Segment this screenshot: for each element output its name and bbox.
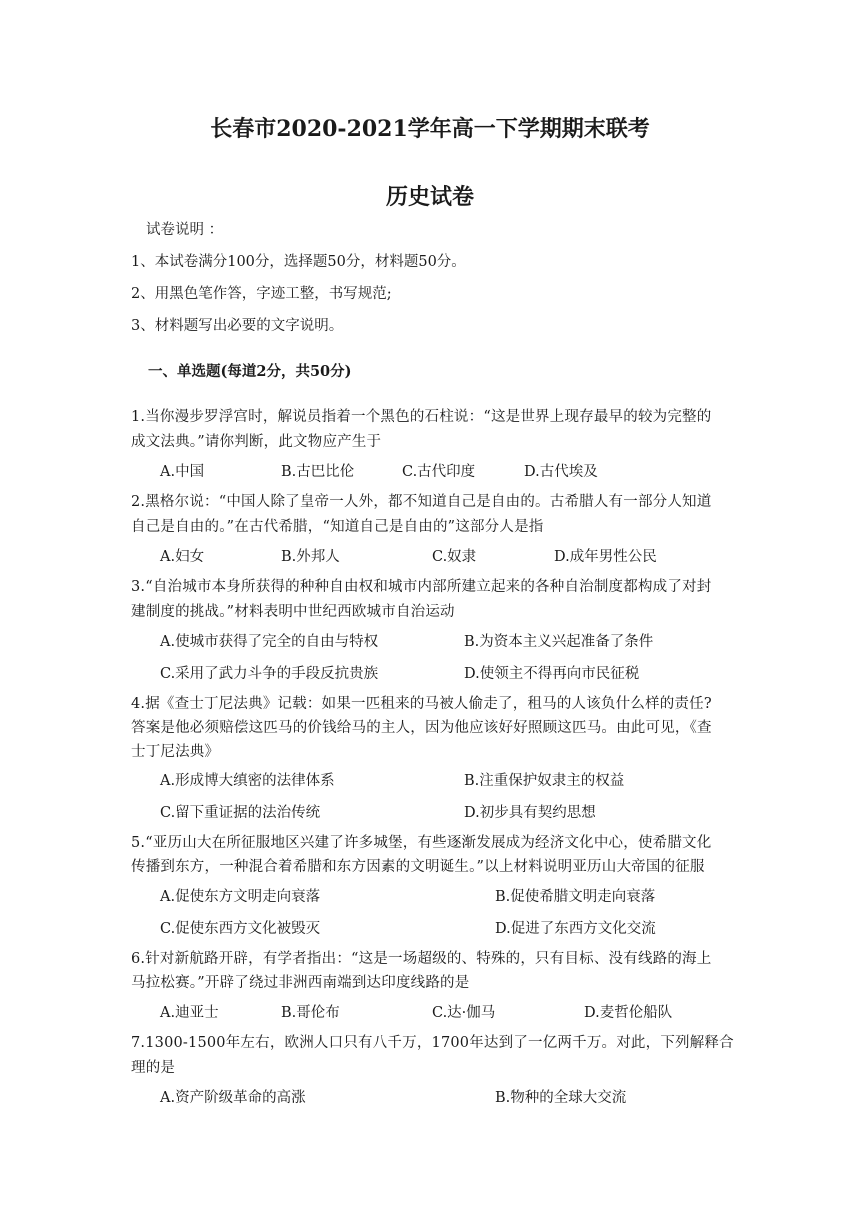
question-5-option-c: C.促使东西方文化被毁灭 (160, 921, 321, 937)
exam-subtitle: 历史试卷 (385, 184, 474, 210)
question-6-option-b: B.哥伦布 (281, 1005, 340, 1021)
question-1-line: 1.当你漫步罗浮宫时，解说员指着一个黑色的石柱说：“这是世界上现存最早的较为完整的 (131, 409, 712, 425)
question-6-line: 马拉松赛。”开辟了绕过非洲西南端到达印度线路的是 (131, 975, 470, 991)
question-5-option-d: D.促进了东西方文化交流 (495, 921, 656, 937)
question-6-option-d: D.麦哲伦船队 (584, 1005, 673, 1021)
question-4-line: 4.据《查士丁尼法典》记载：如果一匹租来的马被人偷走了，租马的人该负什么样的责任? (131, 696, 712, 712)
question-5-line: 传播到东方，一种混合着希腊和东方因素的文明诞生。”以上材料说明亚历山大帝国的征服 (131, 859, 705, 875)
instructions-heading: 试卷说明 ： (146, 222, 224, 238)
question-4-option-c: C.留下重证据的法治传统 (160, 805, 321, 821)
question-2-line: 自己是自由的。”在古代希腊，“知道自己是自由的”这部分人是指 (131, 519, 544, 535)
question-1-option-d: D.古代埃及 (524, 464, 598, 480)
question-2-option-d: D.成年男性公民 (554, 549, 657, 565)
question-3-option-b: B.为资本主义兴起准备了条件 (464, 634, 654, 650)
question-3-line: 建制度的挑战。”材料表明中世纪西欧城市自治运动 (131, 604, 455, 620)
question-5-option-a: A.促使东方文明走向衰落 (160, 889, 321, 905)
question-7-option-a: A.资产阶级革命的高涨 (160, 1090, 306, 1106)
instruction-item: 1、本试卷满分100分，选择题50分，材料题50分。 (131, 254, 466, 270)
question-7-line: 7.1300-1500年左右，欧洲人口只有八千万，1700年达到了一亿两千万。对此，下列解释合 (131, 1035, 734, 1051)
question-3-option-a: A.使城市获得了完全的自由与特权 (160, 634, 379, 650)
instruction-item: 2、用黑色笔作答，字迹工整，书写规范; (131, 286, 392, 302)
question-1-line: 成文法典。”请你判断，此文物应产生于 (131, 434, 382, 450)
question-2-line: 2.黑格尔说：“中国人除了皇帝一人外，都不知道自己是自由的。古希腊人有一部分人知道 (131, 494, 712, 510)
question-2-option-b: B.外邦人 (281, 549, 340, 565)
section-heading: 一、单选题(每道2分，共50分) (148, 363, 352, 380)
question-7-line: 理的是 (131, 1060, 176, 1076)
question-7-option-b: B.物种的全球大交流 (495, 1090, 627, 1106)
question-5-option-b: B.促使希腊文明走向衰落 (495, 889, 656, 905)
question-5-line: 5.“亚历山大在所征服地区兴建了许多城堡，有些逐渐发展成为经济文化中心，使希腊文化 (131, 835, 712, 851)
question-6-option-a: A.迪亚士 (160, 1005, 219, 1021)
question-1-option-a: A.中国 (160, 464, 205, 480)
question-4-option-d: D.初步具有契约思想 (464, 805, 596, 821)
question-4-option-a: A.形成博大缜密的法律体系 (160, 773, 335, 789)
question-4-line: 士丁尼法典》 (131, 744, 220, 760)
question-6-line: 6.针对新航路开辟，有学者指出：“这是一场超级的、特殊的，只有目标、没有线路的海上 (131, 951, 712, 967)
question-4-option-b: B.注重保护奴隶主的权益 (464, 773, 625, 789)
exam-title: 长春市2020-2021学年高一下学期期末联考 (210, 116, 650, 142)
question-3-line: 3.“自治城市本身所获得的种种自由权和城市内部所建立起来的各种自治制度都构成了对封 (131, 579, 712, 595)
question-1-option-b: B.古巴比伦 (281, 464, 355, 480)
question-1-option-c: C.古代印度 (402, 464, 476, 480)
question-6-option-c: C.达·伽马 (432, 1005, 496, 1021)
instruction-item: 3、材料题写出必要的文字说明。 (131, 318, 344, 334)
question-2-option-a: A.妇女 (160, 549, 205, 565)
question-4-line: 答案是他必须赔偿这匹马的价钱给马的主人，因为他应该好好照顾这匹马。由此可见，《查 (131, 720, 712, 736)
question-3-option-c: C.采用了武力斗争的手段反抗贵族 (160, 666, 379, 682)
question-2-option-c: C.奴隶 (432, 549, 477, 565)
question-3-option-d: D.使领主不得再向市民征税 (464, 666, 640, 682)
